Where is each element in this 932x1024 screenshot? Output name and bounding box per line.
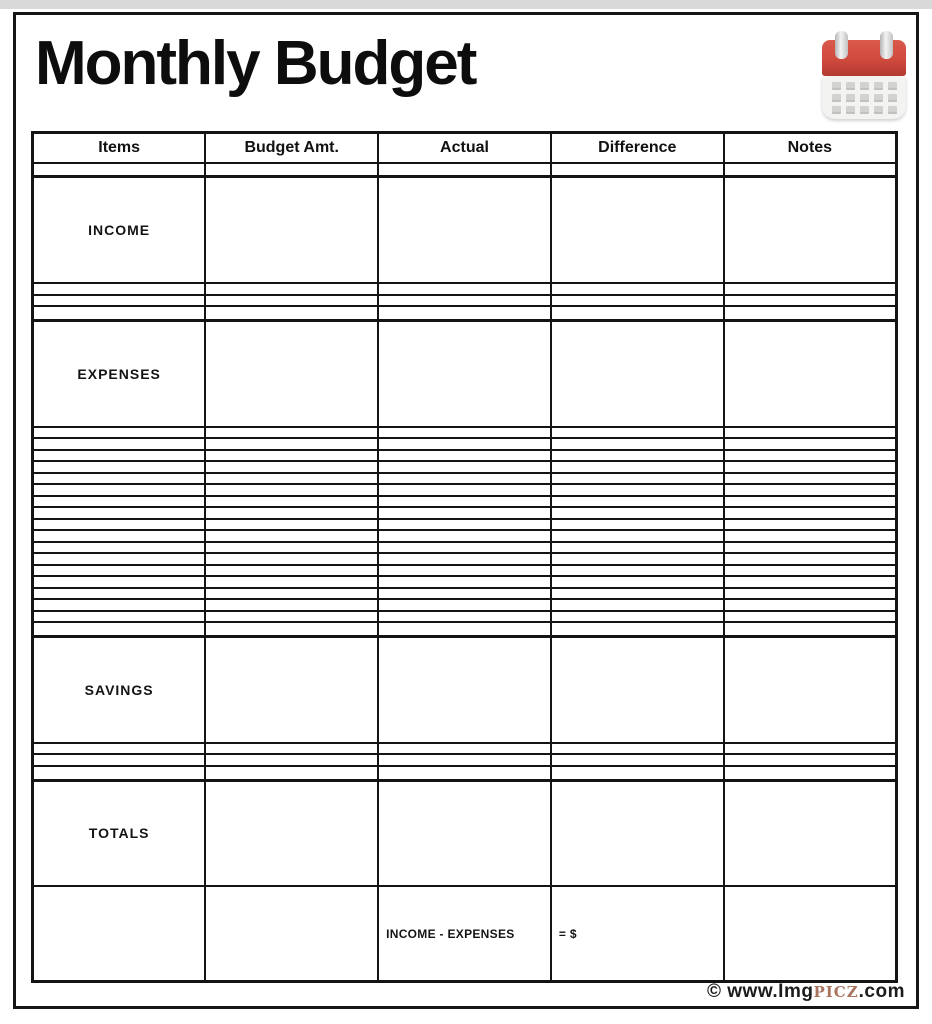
blank-row bbox=[33, 163, 897, 177]
watermark bbox=[707, 981, 905, 1003]
blank-row bbox=[33, 588, 897, 599]
column-header-actual: Actual bbox=[378, 133, 551, 163]
empty-cell bbox=[205, 766, 378, 780]
empty-cell bbox=[724, 565, 897, 576]
empty-cell bbox=[205, 743, 378, 754]
empty-cell bbox=[33, 542, 206, 553]
empty-cell bbox=[205, 295, 378, 306]
empty-cell bbox=[205, 519, 378, 530]
empty-cell bbox=[724, 496, 897, 507]
empty-cell bbox=[205, 177, 378, 283]
empty-cell bbox=[551, 576, 724, 587]
empty-cell bbox=[33, 473, 206, 484]
section-row bbox=[33, 636, 897, 742]
empty-cell bbox=[378, 743, 551, 754]
empty-cell bbox=[33, 484, 206, 495]
cell-savings: SAVINGS bbox=[33, 636, 206, 742]
calendar-pin-right-icon bbox=[880, 31, 893, 59]
empty-cell bbox=[33, 461, 206, 472]
empty-cell bbox=[33, 438, 206, 449]
empty-cell bbox=[205, 438, 378, 449]
blank-row bbox=[33, 519, 897, 530]
empty-cell bbox=[205, 306, 378, 320]
watermark-suffix: .com bbox=[858, 981, 905, 1002]
empty-cell bbox=[551, 321, 724, 427]
empty-cell bbox=[378, 622, 551, 636]
blank-row bbox=[33, 611, 897, 622]
blank-row bbox=[33, 484, 897, 495]
empty-cell bbox=[378, 636, 551, 742]
empty-cell bbox=[33, 427, 206, 438]
empty-cell bbox=[205, 565, 378, 576]
calendar-grid-dot bbox=[874, 106, 883, 114]
empty-cell bbox=[378, 177, 551, 283]
empty-cell bbox=[205, 780, 378, 886]
cell-: = $ bbox=[551, 886, 724, 981]
empty-cell bbox=[378, 163, 551, 177]
empty-cell bbox=[551, 438, 724, 449]
empty-cell bbox=[378, 576, 551, 587]
empty-cell bbox=[205, 450, 378, 461]
empty-cell bbox=[551, 743, 724, 754]
calendar-grid-dot bbox=[832, 82, 841, 90]
blank-row bbox=[33, 461, 897, 472]
empty-cell bbox=[378, 450, 551, 461]
blank-row bbox=[33, 295, 897, 306]
cell-totals: TOTALS bbox=[33, 780, 206, 886]
empty-cell bbox=[378, 565, 551, 576]
empty-cell bbox=[33, 283, 206, 294]
empty-cell bbox=[551, 636, 724, 742]
empty-cell bbox=[33, 295, 206, 306]
column-header-items: Items bbox=[33, 133, 206, 163]
empty-cell bbox=[724, 542, 897, 553]
empty-cell bbox=[551, 565, 724, 576]
empty-cell bbox=[33, 886, 206, 981]
empty-cell bbox=[205, 636, 378, 742]
scan-top-strip bbox=[0, 0, 932, 9]
blank-row bbox=[33, 427, 897, 438]
empty-cell bbox=[551, 427, 724, 438]
empty-cell bbox=[205, 599, 378, 610]
blank-row bbox=[33, 306, 897, 320]
empty-cell bbox=[205, 484, 378, 495]
empty-cell bbox=[724, 754, 897, 765]
empty-cell bbox=[724, 622, 897, 636]
empty-cell bbox=[33, 163, 206, 177]
empty-cell bbox=[33, 565, 206, 576]
empty-cell bbox=[551, 530, 724, 541]
budget-table bbox=[31, 131, 898, 983]
calendar-icon bbox=[822, 31, 906, 119]
empty-cell bbox=[551, 622, 724, 636]
empty-cell bbox=[205, 163, 378, 177]
empty-cell bbox=[551, 450, 724, 461]
empty-cell bbox=[378, 754, 551, 765]
empty-cell bbox=[205, 473, 378, 484]
empty-cell bbox=[205, 461, 378, 472]
empty-cell bbox=[33, 588, 206, 599]
empty-cell bbox=[724, 473, 897, 484]
empty-cell bbox=[724, 295, 897, 306]
empty-cell bbox=[205, 754, 378, 765]
table-body bbox=[33, 163, 897, 982]
blank-row bbox=[33, 496, 897, 507]
empty-cell bbox=[724, 519, 897, 530]
budget-table-container bbox=[31, 131, 898, 983]
empty-cell bbox=[724, 588, 897, 599]
section-row bbox=[33, 780, 897, 886]
empty-cell bbox=[378, 306, 551, 320]
empty-cell bbox=[551, 461, 724, 472]
section-row bbox=[33, 321, 897, 427]
empty-cell bbox=[551, 542, 724, 553]
empty-cell bbox=[205, 622, 378, 636]
empty-cell bbox=[724, 530, 897, 541]
empty-cell bbox=[724, 450, 897, 461]
calendar-grid-dot bbox=[846, 82, 855, 90]
empty-cell bbox=[205, 530, 378, 541]
empty-cell bbox=[551, 295, 724, 306]
empty-cell bbox=[33, 530, 206, 541]
empty-cell bbox=[33, 622, 206, 636]
calendar-grid-dot bbox=[874, 82, 883, 90]
empty-cell bbox=[205, 611, 378, 622]
calendar-grid-dot bbox=[846, 106, 855, 114]
empty-cell bbox=[205, 553, 378, 564]
empty-cell bbox=[378, 438, 551, 449]
empty-cell bbox=[205, 886, 378, 981]
empty-cell bbox=[33, 496, 206, 507]
empty-cell bbox=[378, 553, 551, 564]
empty-cell bbox=[551, 754, 724, 765]
empty-cell bbox=[724, 461, 897, 472]
calendar-grid-dot bbox=[888, 82, 897, 90]
empty-cell bbox=[205, 576, 378, 587]
empty-cell bbox=[378, 283, 551, 294]
empty-cell bbox=[205, 283, 378, 294]
empty-cell bbox=[378, 780, 551, 886]
calendar-date-grid bbox=[822, 76, 906, 119]
empty-cell bbox=[724, 283, 897, 294]
empty-cell bbox=[724, 576, 897, 587]
empty-cell bbox=[724, 553, 897, 564]
column-header-difference: Difference bbox=[551, 133, 724, 163]
empty-cell bbox=[724, 163, 897, 177]
empty-cell bbox=[33, 306, 206, 320]
empty-cell bbox=[378, 519, 551, 530]
blank-row bbox=[33, 542, 897, 553]
cell-income-expenses: INCOME - EXPENSES bbox=[378, 886, 551, 981]
empty-cell bbox=[724, 766, 897, 780]
empty-cell bbox=[551, 163, 724, 177]
empty-cell bbox=[724, 611, 897, 622]
empty-cell bbox=[378, 321, 551, 427]
calendar-grid-dot bbox=[832, 106, 841, 114]
calendar-grid-dot bbox=[846, 94, 855, 102]
calendar-pin-left-icon bbox=[835, 31, 848, 59]
empty-cell bbox=[378, 427, 551, 438]
page-title: Monthly Budget bbox=[35, 29, 476, 98]
blank-row bbox=[33, 743, 897, 754]
empty-cell bbox=[205, 321, 378, 427]
blank-row bbox=[33, 766, 897, 780]
empty-cell bbox=[378, 588, 551, 599]
calendar-grid-dot bbox=[888, 106, 897, 114]
empty-cell bbox=[551, 473, 724, 484]
empty-cell bbox=[378, 496, 551, 507]
empty-cell bbox=[724, 438, 897, 449]
empty-cell bbox=[205, 507, 378, 518]
empty-cell bbox=[551, 177, 724, 283]
cell-expenses: EXPENSES bbox=[33, 321, 206, 427]
empty-cell bbox=[724, 321, 897, 427]
empty-cell bbox=[378, 507, 551, 518]
blank-row bbox=[33, 565, 897, 576]
empty-cell bbox=[33, 450, 206, 461]
empty-cell bbox=[551, 484, 724, 495]
empty-cell bbox=[551, 306, 724, 320]
empty-cell bbox=[33, 611, 206, 622]
calendar-grid-dot bbox=[860, 82, 869, 90]
empty-cell bbox=[724, 484, 897, 495]
blank-row bbox=[33, 473, 897, 484]
empty-cell bbox=[724, 507, 897, 518]
empty-cell bbox=[724, 599, 897, 610]
column-header-notes: Notes bbox=[724, 133, 897, 163]
empty-cell bbox=[551, 780, 724, 886]
blank-row bbox=[33, 553, 897, 564]
blank-row bbox=[33, 530, 897, 541]
empty-cell bbox=[33, 754, 206, 765]
watermark-prefix: © www.Img bbox=[706, 981, 814, 1002]
empty-cell bbox=[724, 743, 897, 754]
empty-cell bbox=[724, 306, 897, 320]
empty-cell bbox=[551, 496, 724, 507]
empty-cell bbox=[378, 599, 551, 610]
empty-cell bbox=[378, 766, 551, 780]
empty-cell bbox=[724, 427, 897, 438]
section-row bbox=[33, 177, 897, 283]
empty-cell bbox=[33, 507, 206, 518]
watermark-brand: PICZ bbox=[813, 983, 859, 1001]
calendar-grid-dot bbox=[860, 106, 869, 114]
formula-row bbox=[33, 886, 897, 981]
column-header-budget-amt: Budget Amt. bbox=[205, 133, 378, 163]
blank-row bbox=[33, 283, 897, 294]
empty-cell bbox=[378, 473, 551, 484]
blank-row bbox=[33, 576, 897, 587]
empty-cell bbox=[205, 427, 378, 438]
calendar-grid-dot bbox=[860, 94, 869, 102]
empty-cell bbox=[378, 530, 551, 541]
blank-row bbox=[33, 507, 897, 518]
empty-cell bbox=[724, 636, 897, 742]
empty-cell bbox=[551, 283, 724, 294]
empty-cell bbox=[33, 553, 206, 564]
empty-cell bbox=[551, 766, 724, 780]
empty-cell bbox=[551, 588, 724, 599]
empty-cell bbox=[378, 542, 551, 553]
blank-row bbox=[33, 754, 897, 765]
empty-cell bbox=[551, 599, 724, 610]
cell-income: INCOME bbox=[33, 177, 206, 283]
empty-cell bbox=[551, 507, 724, 518]
empty-cell bbox=[724, 886, 897, 981]
calendar-grid-dot bbox=[888, 94, 897, 102]
table-header-row bbox=[33, 133, 897, 163]
blank-row bbox=[33, 438, 897, 449]
blank-row bbox=[33, 622, 897, 636]
blank-row bbox=[33, 450, 897, 461]
blank-row bbox=[33, 599, 897, 610]
empty-cell bbox=[551, 553, 724, 564]
empty-cell bbox=[378, 484, 551, 495]
empty-cell bbox=[205, 496, 378, 507]
page-border bbox=[13, 12, 919, 1009]
empty-cell bbox=[205, 588, 378, 599]
empty-cell bbox=[33, 519, 206, 530]
empty-cell bbox=[33, 766, 206, 780]
empty-cell bbox=[551, 611, 724, 622]
empty-cell bbox=[724, 177, 897, 283]
empty-cell bbox=[551, 519, 724, 530]
empty-cell bbox=[378, 295, 551, 306]
empty-cell bbox=[378, 611, 551, 622]
empty-cell bbox=[33, 599, 206, 610]
calendar-grid-dot bbox=[832, 94, 841, 102]
empty-cell bbox=[378, 461, 551, 472]
calendar-grid-dot bbox=[874, 94, 883, 102]
empty-cell bbox=[724, 780, 897, 886]
empty-cell bbox=[205, 542, 378, 553]
empty-cell bbox=[33, 743, 206, 754]
empty-cell bbox=[33, 576, 206, 587]
